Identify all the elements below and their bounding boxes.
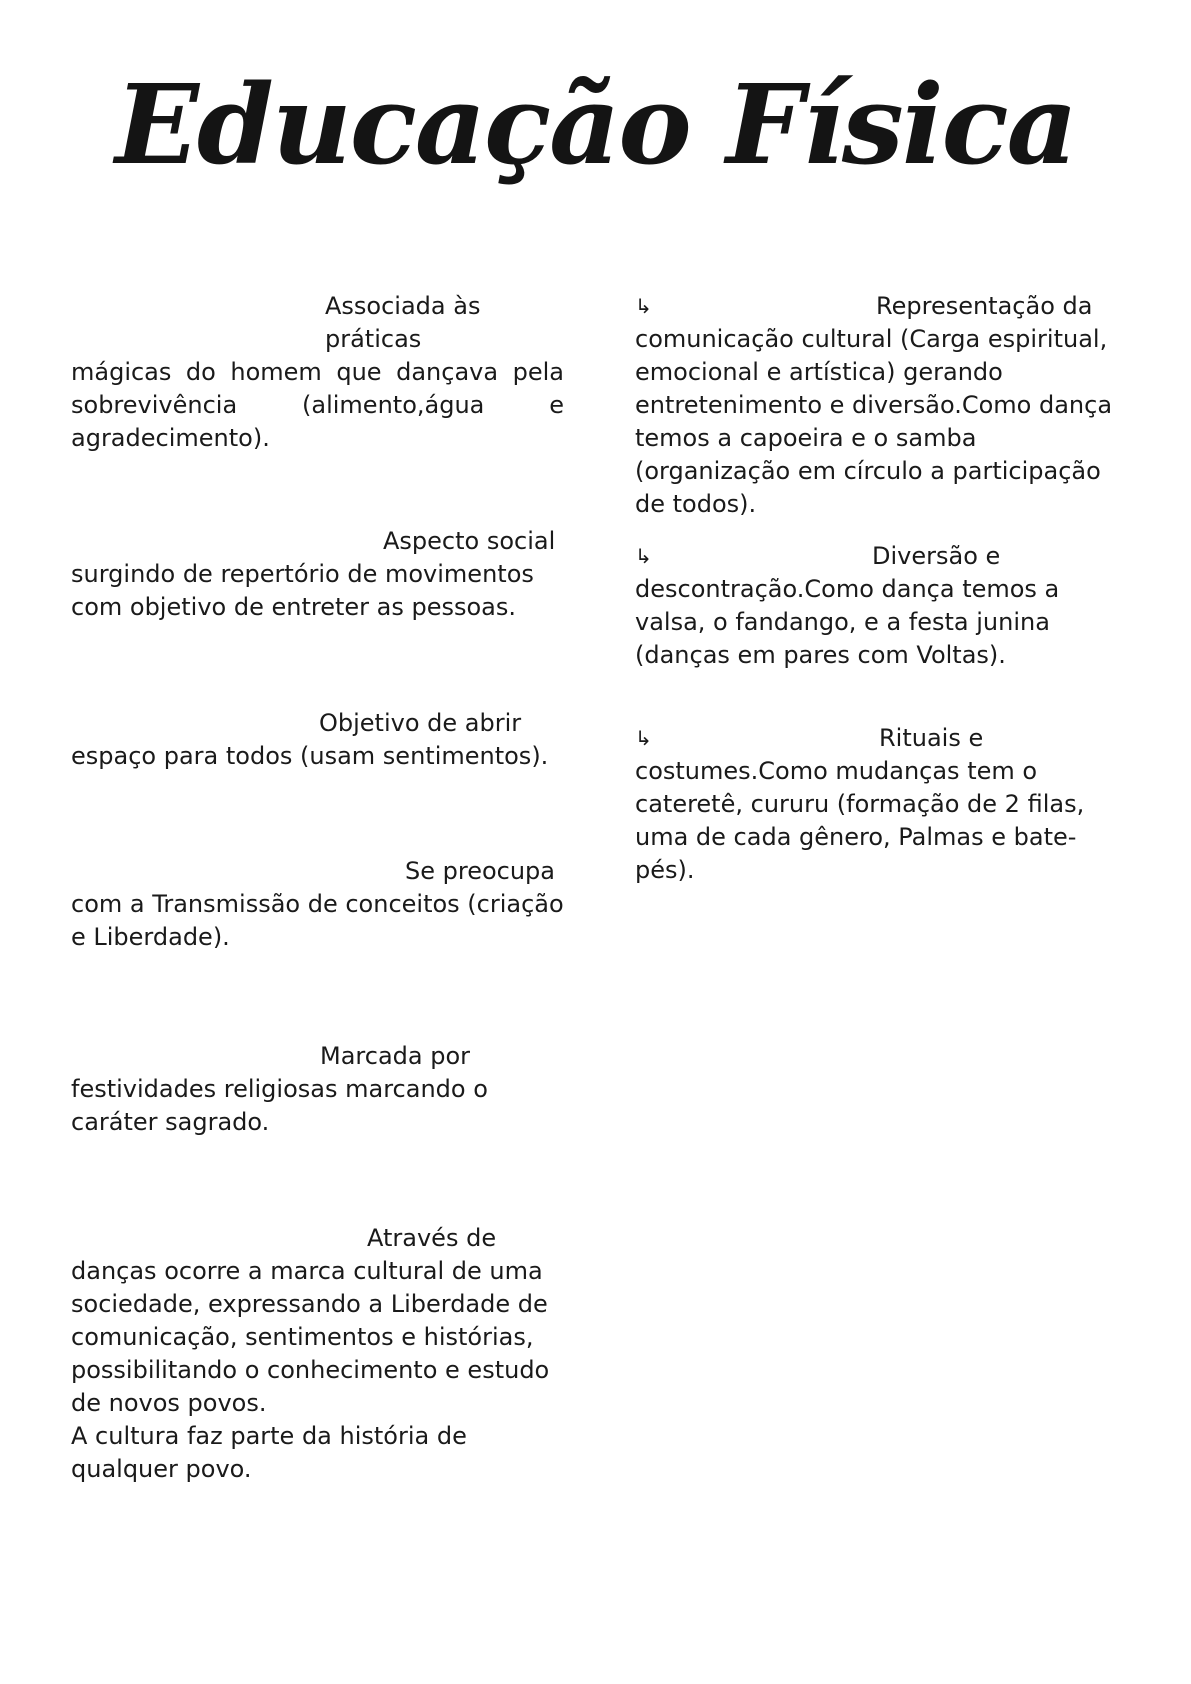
note-body: danças ocorre a marca cultural de uma sociedade, expressando a Liberdade de comunicação, sentimentos e histórias, possibilitando o conhecimento e estudo de novos povos. [71,1257,550,1417]
note-body: espaço para todos (usam sentimentos). [71,742,549,770]
page-title: Educação Física [115,60,1076,189]
note-block-objective [71,707,564,773]
note-block-representation [635,290,1130,521]
note-block-culture [71,1222,564,1486]
note-body: surgindo de repertório de movimentos com objetivo de entreter as pessoas. [71,560,534,621]
arrow-icon: ↳ [635,544,652,568]
note-block-diversion [635,540,1130,672]
note-block-origins [71,290,564,455]
note-body: festividades religiosas marcando o caráter sagrado. [71,1075,488,1136]
note-heading: Representação da [876,292,1093,320]
note-body: descontração.Como dança temos a valsa, o fandango, e a festa junina (danças em pares com Voltas). [635,575,1060,669]
arrow-icon: ↳ [635,294,652,318]
note-block-social [71,525,564,624]
note-body: com a Transmissão de conceitos (criação e Liberdade). [71,890,564,951]
note-heading: Associada às práticas [325,292,481,353]
note-block-festivities [71,1040,564,1139]
note-heading: Diversão e [872,542,1001,570]
note-heading: Marcada por [320,1042,471,1070]
arrow-icon: ↳ [635,726,652,750]
note-body: costumes.Como mudanças tem o cateretê, cururu (formação de 2 filas, uma de cada gênero, Palmas e bate-pés). [635,757,1085,884]
note-heading: Objetivo de abrir [319,709,522,737]
note-heading: Se preocupa [405,857,555,885]
note-block-rituals [635,722,1130,887]
note-body-conclusion: A cultura faz parte da história de qualquer povo. [71,1422,467,1483]
note-block-concerns [71,855,564,954]
note-heading: Através de [367,1224,497,1252]
note-body: mágicas do homem que dançava pela sobrevivência (alimento,água e agradecimento). [71,358,564,452]
note-body: comunicação cultural (Carga espiritual, emocional e artística) gerando entretenimento e diversão.Como dança temos a capoeira e o samba (organização em círculo a participação de todos). [635,325,1113,518]
note-heading: Rituais e [879,724,984,752]
note-heading: Aspecto social [383,527,556,555]
